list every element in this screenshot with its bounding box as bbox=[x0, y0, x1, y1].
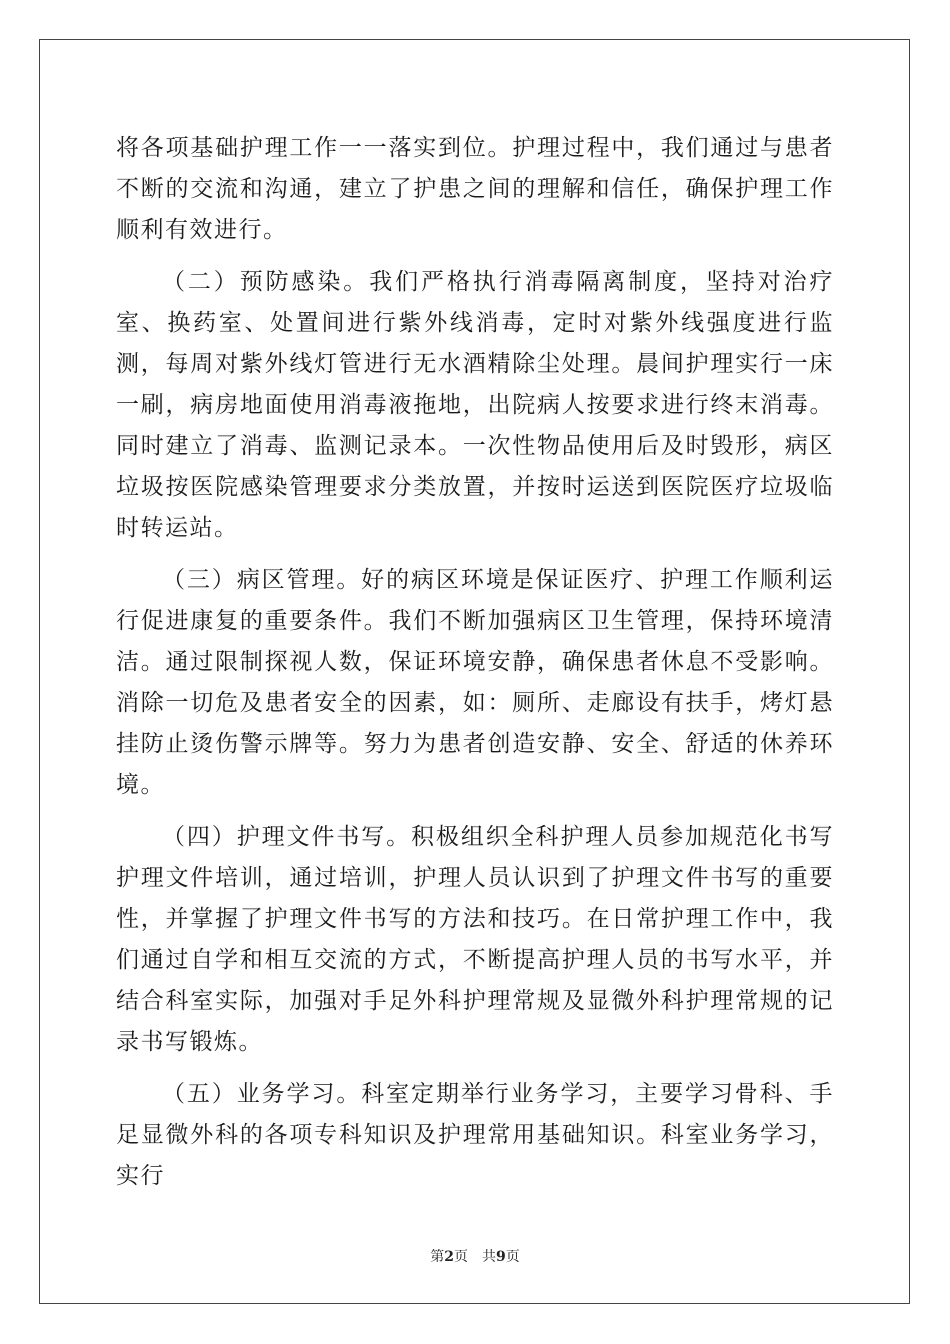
paragraph-professional-study: （五）业务学习。科室定期举行业务学习，主要学习骨科、手足显微外科的各项专科知识及护理常用基础知识。科室业务学习，实行 bbox=[116, 1081, 834, 1189]
paragraph-nursing-documents: （四）护理文件书写。积极组织全科护理人员参加规范化书写护理文件培训，通过培训，护理人员认识到了护理文件书写的重要性，并掌握了护理文件书写的方法和技巧。在日常护理工作中，我们通过自学和相互交流的方式，不断提高护理人员的书写水平，并结合科室实际，加强对手足外科护理常规及显微外科护理常规的记录书写锻炼。 bbox=[116, 824, 834, 1055]
page-prefix: 第 bbox=[430, 1249, 445, 1265]
paragraph-infection-prevention: （二）预防感染。我们严格执行消毒隔离制度，坚持对治疗室、换药室、处置间进行紫外线消毒，定时对紫外线强度进行监测，每周对紫外线灯管进行无水酒精除尘处理。晨间护理实行一床一刷，病房地面使用消毒液拖地，出院病人按要求进行终末消毒。同时建立了消毒、监测记录本。一次性物品使用后及时毁形，病区垃圾按医院感染管理要求分类放置，并按时运送到医院医疗垃圾临时转运站。 bbox=[116, 269, 834, 541]
current-page-number: 2 bbox=[444, 1249, 454, 1265]
total-page-number: 9 bbox=[496, 1249, 506, 1265]
paragraph-continuation: 将各项基础护理工作一一落实到位。护理过程中，我们通过与患者不断的交流和沟通，建立了护患之间的理解和信任，确保护理工作顺利有效进行。 bbox=[116, 135, 834, 243]
page-unit: 页 bbox=[454, 1249, 468, 1265]
paragraph-ward-management: （三）病区管理。好的病区环境是保证医疗、护理工作顺利运行促进康复的重要条件。我们不断加强病区卫生管理，保持环境清洁。通过限制探视人数，保证环境安静，确保患者休息不受影响。消除一切危及患者安全的因素，如：厕所、走廊设有扶手，烤灯悬挂防止烫伤警示牌等。努力为患者创造安静、安全、舒适的休养环境。 bbox=[116, 567, 834, 798]
page-footer bbox=[0, 1246, 950, 1266]
document-body bbox=[116, 128, 834, 1197]
total-unit: 页 bbox=[505, 1249, 520, 1265]
total-prefix: 共 bbox=[482, 1249, 496, 1265]
